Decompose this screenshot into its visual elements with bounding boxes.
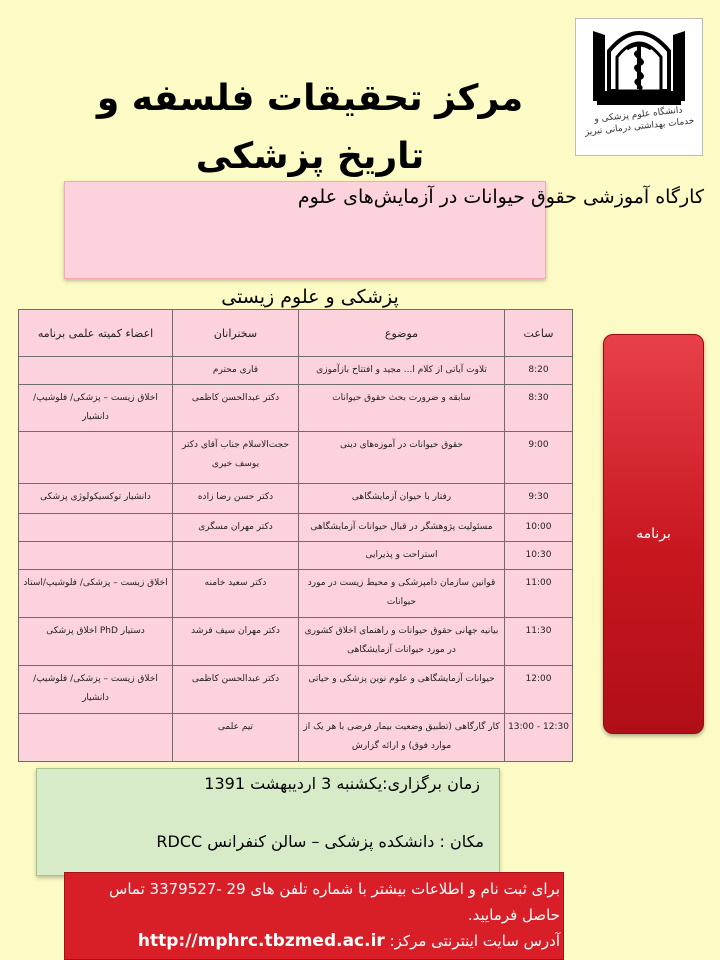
schedule-committee-cell (19, 432, 173, 484)
schedule-time-cell: 10:00 (505, 514, 573, 542)
schedule-speaker-cell: دکتر سعید خامنه (173, 570, 299, 618)
contact-url-line (70, 928, 560, 954)
schedule-header-row (19, 310, 573, 357)
schedule-row (19, 618, 573, 666)
schedule-time-cell: 10:30 (505, 542, 573, 570)
schedule-row (19, 714, 573, 762)
schedule-time-cell: 12:30 - 13:00 (505, 714, 573, 762)
schedule-committee-cell (19, 514, 173, 542)
contact-url-label: آدرس سایت اینترنتی مرکز: (389, 932, 560, 950)
schedule-topic-cell: بیانیه جهانی حقوق حیوانات و راهنمای اخلاق کشوری در مورد حیوانات آزمایشگاهی (299, 618, 505, 666)
university-emblem-icon (587, 21, 691, 107)
contact-info (70, 876, 560, 954)
schedule-topic-cell: مسئولیت پژوهشگر در قبال حیوانات آزمایشگاهی (299, 514, 505, 542)
schedule-table (18, 309, 573, 762)
column-header-time: ساعت (505, 310, 573, 357)
schedule-topic-cell: قوانین سازمان دامپزشکی و محیط زیست در مورد حیوانات (299, 570, 505, 618)
schedule-row (19, 484, 573, 514)
schedule-committee-cell (19, 542, 173, 570)
page-title (70, 70, 550, 186)
schedule-committee-cell: اخلاق زیست – پزشکی/ فلوشیپ/دانشیار (19, 666, 173, 714)
title-line-2: تاریخ پزشکی (195, 136, 425, 177)
workshop-title-line-1: کارگاه آموزشی حقوق حیوانات در آزمایش‌های علوم (297, 186, 704, 208)
schedule-row (19, 570, 573, 618)
event-date: زمان برگزاری:یکشنبه 3 اردیبهشت 1391 (204, 774, 480, 793)
column-header-speakers: سخنرانان (173, 310, 299, 357)
title-line-1: مرکز تحقیقات فلسفه و (96, 78, 524, 119)
schedule-topic-cell: تلاوت آیاتی از کلام ا... مجید و افتتاح بازآموزی (299, 357, 505, 385)
schedule-topic-cell: کار گارگاهی (تطبیق وضعیت بیمار فرضی با هر یک از موارد فوق) و ارائه گزارش (299, 714, 505, 762)
schedule-committee-cell: اخلاق زیست – پزشکی/ فلوشیپ/دانشیار (19, 385, 173, 432)
schedule-time-cell: 8:30 (505, 385, 573, 432)
schedule-speaker-cell: دکتر عبدالحسن کاظمی (173, 666, 299, 714)
workshop-title-line-2: پزشکی و علوم زیستی (221, 286, 399, 308)
schedule-topic-cell: استراحت و پذیرایی (299, 542, 505, 570)
schedule-committee-cell (19, 714, 173, 762)
schedule-speaker-cell: دکتر مهران سیف فرشد (173, 618, 299, 666)
schedule-row (19, 432, 573, 484)
schedule-speaker-cell: تیم علمی (173, 714, 299, 762)
university-logo (575, 18, 703, 156)
schedule-row (19, 514, 573, 542)
schedule-topic-cell: حقوق حیوانات در آموزه‌های دینی (299, 432, 505, 484)
schedule-time-cell: 9:30 (505, 484, 573, 514)
contact-url-link[interactable]: http://mphrc.tbzmed.ac.ir (137, 931, 385, 951)
schedule-speaker-cell: قاری محترم (173, 357, 299, 385)
schedule-row (19, 542, 573, 570)
schedule-speaker-cell: حجت‌الاسلام جناب آقای دکتر یوسف خیری (173, 432, 299, 484)
schedule-committee-cell (19, 357, 173, 385)
schedule-time-cell: 12:00 (505, 666, 573, 714)
schedule-committee-cell: دانشیار توکسیکولوژی پزشکی (19, 484, 173, 514)
program-button[interactable]: برنامه (603, 334, 704, 734)
schedule-committee-cell: اخلاق زیست – پزشکی/ فلوشیپ/استاد (19, 570, 173, 618)
schedule-time-cell: 11:00 (505, 570, 573, 618)
schedule-speaker-cell (173, 542, 299, 570)
column-header-topic: موضوع (299, 310, 505, 357)
schedule-speaker-cell: دکتر حسن رضا زاده (173, 484, 299, 514)
schedule-time-cell: 9:00 (505, 432, 573, 484)
schedule-topic-cell: حیوانات آزمایشگاهی و علوم نوین پزشکی و حیاتی (299, 666, 505, 714)
schedule-committee-cell: دستیار PhD اخلاق پزشکی (19, 618, 173, 666)
schedule-row (19, 385, 573, 432)
schedule-topic-cell: سابقه و ضرورت بحث حقوق حیوانات (299, 385, 505, 432)
column-header-committee: اعضاء کمیته علمی برنامه (19, 310, 173, 357)
schedule-time-cell: 11:30 (505, 618, 573, 666)
schedule-speaker-cell: دکتر مهران مسگری (173, 514, 299, 542)
schedule-time-cell: 8:20 (505, 357, 573, 385)
event-place: مکان : دانشکده پزشکی – سالن کنفرانس RDCC (156, 832, 484, 851)
schedule-row (19, 666, 573, 714)
logo-caption: دانشگاه علوم پزشکی و خدمات بهداشتی درمانی تبریز (584, 105, 695, 138)
schedule-speaker-cell: دکتر عبدالحسن کاظمی (173, 385, 299, 432)
schedule-topic-cell: رفتار با حیوان آزمایشگاهی (299, 484, 505, 514)
schedule-row (19, 357, 573, 385)
contact-text: برای ثبت نام و اطلاعات بیشتر با شماره تلفن های 29 -3379527 تماس حاصل فرمایید. (109, 880, 560, 924)
